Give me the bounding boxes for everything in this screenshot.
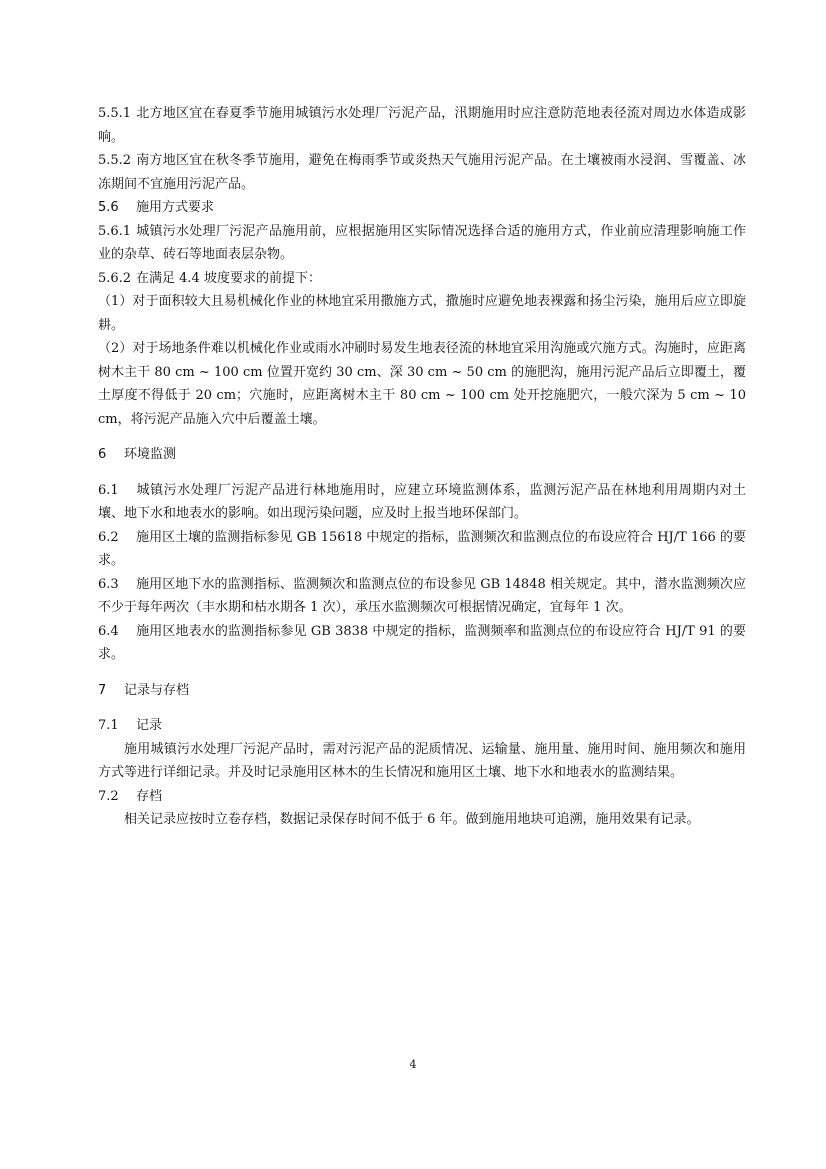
clause-5-5-2 <box>98 149 746 196</box>
clause-5-6-2 <box>98 267 746 291</box>
clause-number: 5.5.1 <box>98 106 132 121</box>
clause-7-2-text: 相关记录应按时立卷存档，数据记录保存时间不低于 6 年。做到施用地块可追溯，施用效果有记录。 <box>124 812 700 827</box>
clause-text: 在满足 4.4 坡度要求的前提下： <box>136 270 321 286</box>
clause-number: 6.4 <box>98 623 119 639</box>
heading-title: 环境监测 <box>124 447 177 462</box>
heading-7-1 <box>98 714 746 738</box>
heading-title: 存档 <box>136 788 163 804</box>
clause-5-6-1 <box>98 220 746 267</box>
heading-number: 5.6 <box>98 200 119 215</box>
clause-number: 6.2 <box>98 529 119 545</box>
heading-7-2 <box>98 785 746 809</box>
clause-text: 城镇污水处理厂污泥产品进行林地施用时，应建立环境监测体系，监测污泥产品在林地利用周期内对土壤、地下水和地表水的影响。如出现污染问题，应及时上报当地环保部门。 <box>98 482 746 521</box>
page-content <box>98 102 746 832</box>
clause-number: 6.1 <box>98 482 119 498</box>
spacer <box>98 431 746 443</box>
list-item-2: （2）对于场地条件难以机械化作业或雨水冲刷时易发生地表径流的林地宜采用沟施或穴施方式。沟施时，应距离树木主干 80 cm ~ 100 cm 位置开宽约 30 cm、深 30 cm ~ 50 cm 的施肥沟，施用污泥产品后立即覆土，覆土厚度不得低于 20 cm；穴施时，应距离树木主干 80 cm ~ 100 cm 处开挖施肥穴，一般穴深为 5 cm ~ 10 cm，将污泥产品施入穴中后覆盖土壤。 <box>98 341 746 427</box>
heading-number: 7 <box>98 682 107 698</box>
clause-7-1-text: 施用城镇污水处理厂污泥产品时，需对污泥产品的泥质情况、运输量、施用量、施用时间、施用频次和施用方式等进行详细记录。并及时记录施用区林木的生长情况和施用区土壤、地下水和地表水的监测结果。 <box>98 741 746 780</box>
clause-text: 北方地区宜在春夏季节施用城镇污水处理厂污泥产品，汛期施用时应注意防范地表径流对周边水体造成影响。 <box>98 106 746 145</box>
heading-title: 施用方式要求 <box>136 200 215 215</box>
heading-number: 6 <box>98 447 107 462</box>
clause-number: 6.3 <box>98 576 119 592</box>
list-item-1: （1）对于面积较大且易机械化作业的林地宜采用撒施方式，撒施时应避免地表裸露和扬尘污染，施用后应立即旋耕。 <box>98 294 746 333</box>
clause-6-1 <box>98 479 746 526</box>
clause-number: 5.6.2 <box>98 270 132 286</box>
clause-text: 南方地区宜在秋冬季节施用，避免在梅雨季节或炎热天气施用污泥产品。在土壤被雨水浸润、雪覆盖、冰冻期间不宜施用污泥产品。 <box>98 153 746 192</box>
clause-text: 施用区土壤的监测指标参见 GB 15618 中规定的指标，监测频次和监测点位的布设应符合 HJ/T 166 的要求。 <box>98 529 746 568</box>
page-number: 4 <box>409 1058 417 1071</box>
clause-number: 5.6.1 <box>98 223 132 239</box>
heading-number: 7.2 <box>98 788 119 804</box>
clause-6-2 <box>98 526 746 573</box>
clause-text: 施用区地下水的监测指标、监测频次和监测点位的布设参见 GB 14848 相关规定。其中，潜水监测频次应不少于每年两次（丰水期和枯水期各 1 次），承压水监测频次可根据情况确定，宜每年 1 次。 <box>98 576 746 615</box>
clause-6-4 <box>98 620 746 667</box>
heading-7 <box>98 679 746 703</box>
clause-number: 5.5.2 <box>98 153 132 168</box>
heading-title: 记录与存档 <box>124 682 190 698</box>
heading-title: 记录 <box>136 718 163 733</box>
clause-text: 城镇污水处理厂污泥产品施用前，应根据施用区实际情况选择合适的施用方式，作业前应清理影响施工作业的杂草、砖石等地面表层杂物。 <box>98 223 746 262</box>
heading-5-6 <box>98 196 746 220</box>
heading-number: 7.1 <box>98 718 119 733</box>
heading-6 <box>98 443 746 467</box>
clause-text: 施用区地表水的监测指标参见 GB 3838 中规定的指标，监测频率和监测点位的布设应符合 HJ/T 91 的要求。 <box>98 623 746 662</box>
clause-6-3 <box>98 573 746 620</box>
spacer <box>98 467 746 479</box>
spacer <box>98 702 746 714</box>
spacer <box>98 667 746 679</box>
clause-5-5-1 <box>98 102 746 149</box>
